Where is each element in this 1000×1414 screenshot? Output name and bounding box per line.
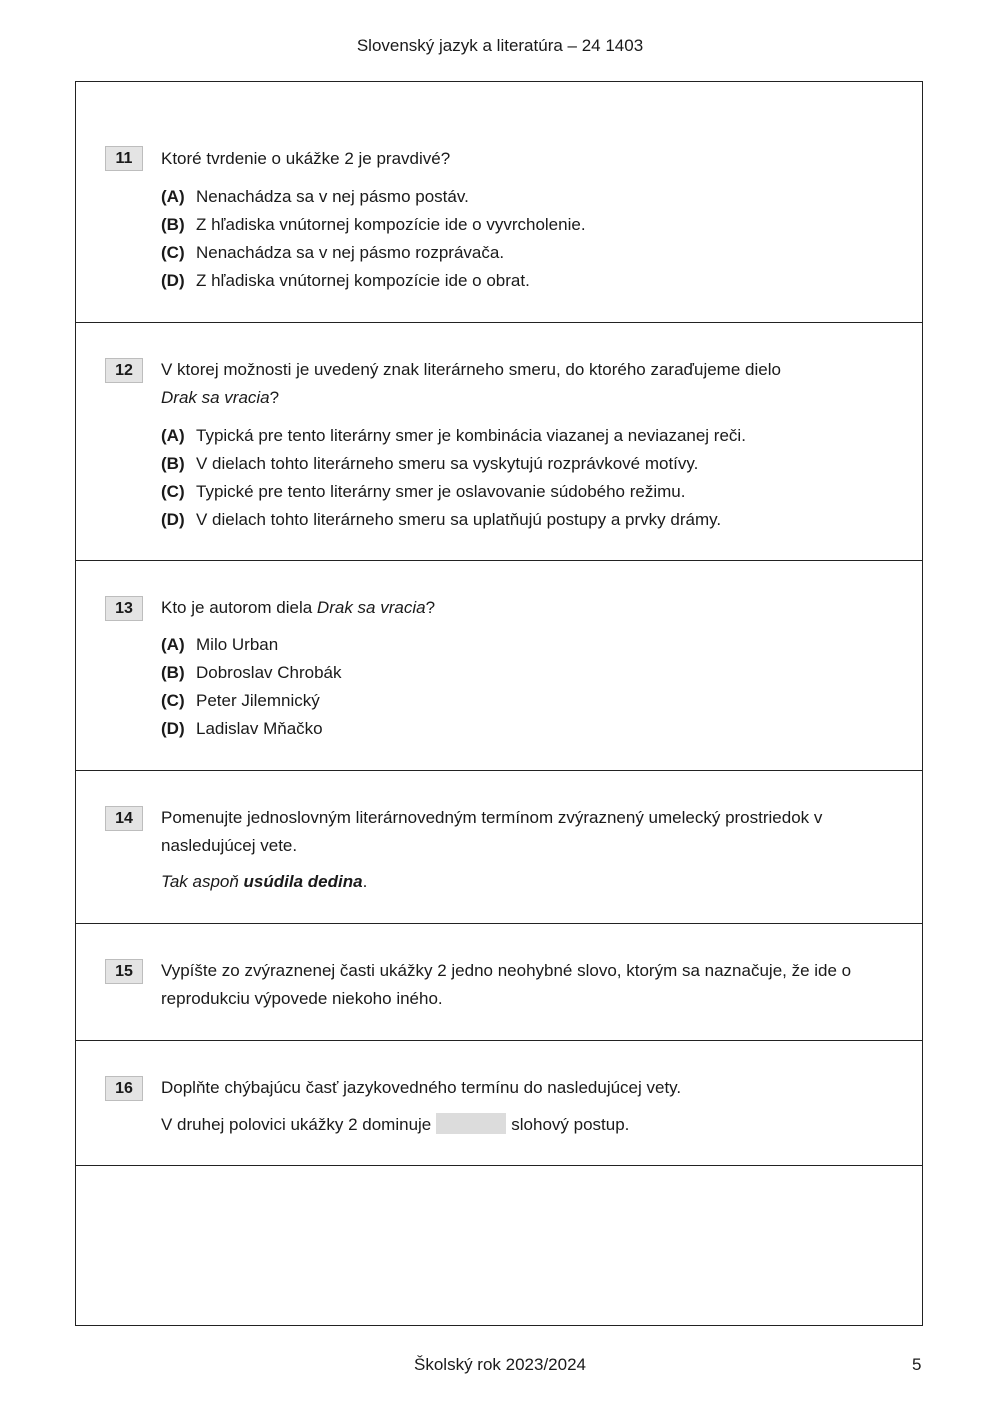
question-11: [76, 82, 922, 323]
question-text: V ktorej možnosti je uvedený znak literárneho smeru, do ktorého zaraďujeme dielo Drak sa vracia?: [161, 360, 781, 407]
question-number: 12: [105, 358, 143, 383]
question-text: Doplňte chýbajúcu časť jazykovedného termínu do nasledujúcej vety.: [161, 1078, 682, 1097]
question-text: Vypíšte zo zvýraznenej časti ukážky 2 jedno neohybné slovo, ktorým sa naznačuje, že ide o reprodukciu výpovede niekoho iného.: [161, 961, 852, 1008]
highlighted-phrase: usúdila dedina: [243, 872, 363, 891]
example-sentence: Tak aspoň usúdila dedina.: [161, 872, 368, 891]
option-a[interactable]: (A) Nenachádza sa v nej pásmo postáv.: [161, 187, 469, 206]
fill-in-sentence: V druhej polovici ukážky 2 dominuje slohový postup.: [161, 1115, 630, 1134]
question-text: Ktoré tvrdenie o ukážke 2 je pravdivé?: [161, 149, 451, 168]
option-c[interactable]: (C) Nenachádza sa v nej pásmo rozprávača.: [161, 243, 505, 262]
question-number: 15: [105, 959, 143, 984]
school-year: Školský rok 2023/2024: [414, 1355, 586, 1374]
option-c[interactable]: (C) Typické pre tento literárny smer je oslavovanie súdobého režimu.: [161, 482, 686, 501]
option-b[interactable]: (B) Dobroslav Chrobák: [161, 663, 342, 682]
option-d[interactable]: (D) V dielach tohto literárneho smeru sa uplatňujú postupy a prvky drámy.: [161, 510, 722, 529]
option-b[interactable]: (B) Z hľadiska vnútornej kompozície ide o vyvrcholenie.: [161, 215, 586, 234]
question-13: [76, 561, 922, 771]
answer-options: [161, 183, 586, 295]
questions-frame: [75, 81, 923, 1326]
option-d[interactable]: (D) Ladislav Mňačko: [161, 719, 323, 738]
option-a[interactable]: (A) Typická pre tento literárny smer je kombinácia viazanej a neviazanej reči.: [161, 426, 746, 445]
option-b[interactable]: (B) V dielach tohto literárneho smeru sa vyskytujú rozprávkové motívy.: [161, 454, 699, 473]
question-number: 13: [105, 596, 143, 621]
work-title: Drak sa vracia: [316, 598, 426, 617]
question-text: Pomenujte jednoslovným literárnovedným termínom zvýraznený umelecký prostriedok v nasledujúcej vete.: [161, 808, 823, 855]
answer-blank[interactable]: [436, 1113, 506, 1134]
question-16: [76, 1041, 922, 1166]
question-14: [76, 771, 922, 924]
option-c[interactable]: (C) Peter Jilemnický: [161, 691, 320, 710]
answer-options: [161, 422, 746, 534]
empty-area: [76, 1166, 922, 1326]
question-text: Kto je autorom diela Drak sa vracia?: [161, 598, 436, 617]
page-number: 5: [912, 1355, 922, 1374]
option-a[interactable]: (A) Milo Urban: [161, 635, 279, 654]
question-number: 16: [105, 1076, 143, 1101]
option-d[interactable]: (D) Z hľadiska vnútornej kompozície ide o obrat.: [161, 271, 530, 290]
page-header: Slovenský jazyk a literatúra – 24 1403: [356, 36, 644, 55]
answer-options: [161, 631, 342, 743]
question-number: 14: [105, 806, 143, 831]
work-title: Drak sa vracia: [161, 388, 270, 407]
question-15: [76, 924, 922, 1041]
question-12: [76, 323, 922, 561]
question-number: 11: [105, 146, 143, 171]
